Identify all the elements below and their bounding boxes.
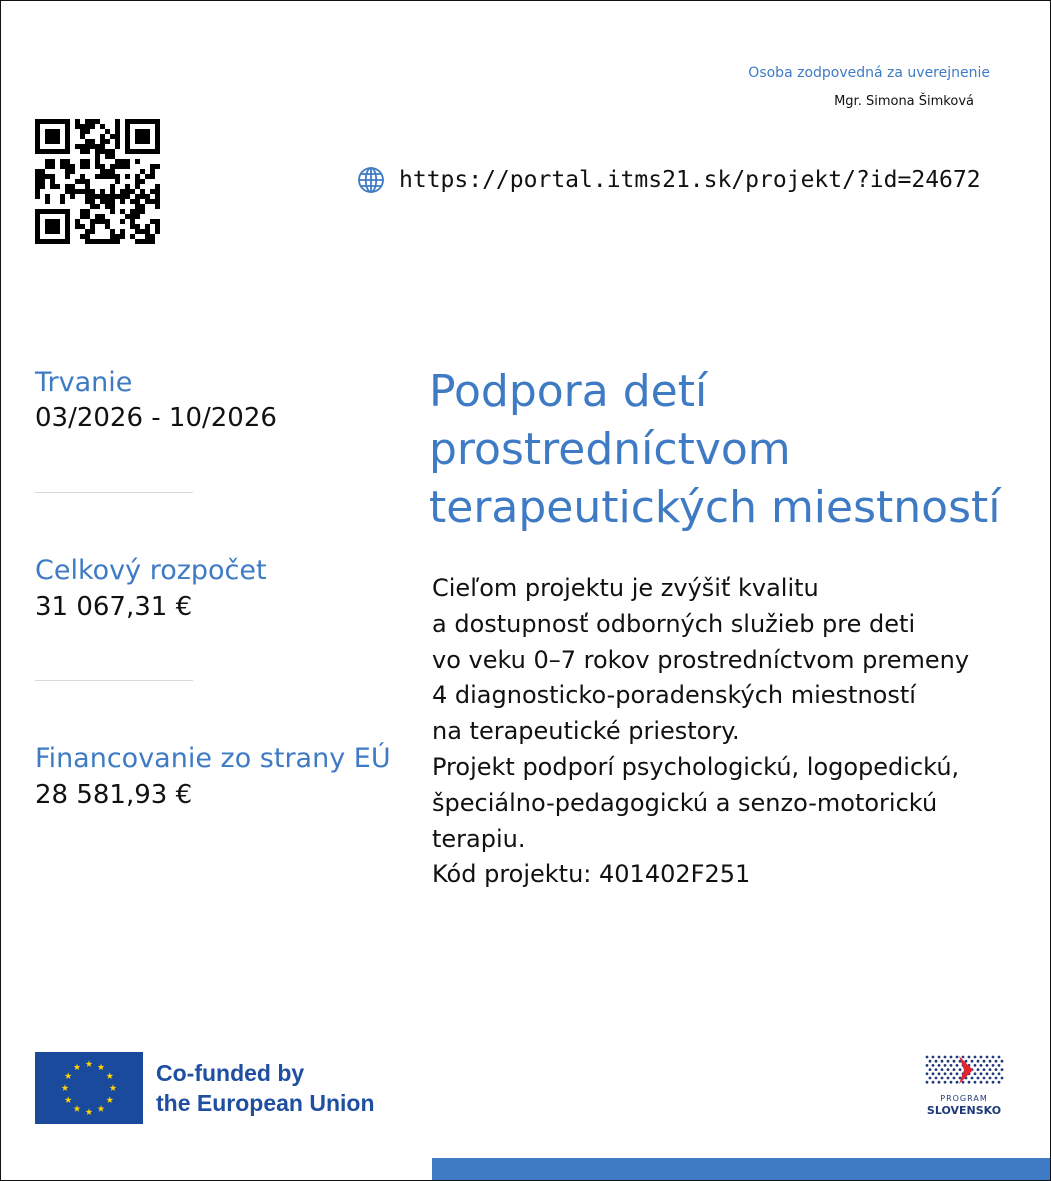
logo-dot <box>980 1056 983 1059</box>
description-line: špeciálno-pedagogickú a senzo-motorickú <box>432 788 938 817</box>
logo-dot <box>926 1081 929 1084</box>
logo-dot <box>947 1060 950 1063</box>
logo-dot <box>998 1072 1001 1075</box>
logo-dot <box>977 1077 980 1080</box>
logo-dot <box>986 1064 989 1067</box>
logo-dot <box>926 1072 929 1075</box>
logo-dot <box>935 1068 938 1071</box>
logo-dot <box>944 1056 947 1059</box>
logo-dot <box>998 1064 1001 1067</box>
logo-dot <box>935 1060 938 1063</box>
eu-funding-value: 28 581,93 € <box>35 780 193 810</box>
logo-dot <box>983 1077 986 1080</box>
logo-dot <box>950 1081 953 1084</box>
logo-dot <box>929 1068 932 1071</box>
logo-dot <box>944 1072 947 1075</box>
logo-dot <box>1001 1060 1004 1063</box>
responsible-person-name: Mgr. Simona Šimková <box>834 94 974 109</box>
logo-dot <box>971 1060 974 1063</box>
eu-flag-icon <box>35 1052 143 1124</box>
logo-dot <box>938 1081 941 1084</box>
eu-cofunded-text <box>156 1058 375 1118</box>
logo-dot <box>944 1081 947 1084</box>
description-line: Cieľom projektu je zvýšiť kvalitu <box>432 574 819 602</box>
logo-dot <box>941 1068 944 1071</box>
logo-dot <box>992 1056 995 1059</box>
logo-dot <box>974 1056 977 1059</box>
logo-dot <box>989 1068 992 1071</box>
logo-dot <box>995 1068 998 1071</box>
logo-dot <box>977 1068 980 1071</box>
eu-cofunded-line: the European Union <box>156 1090 375 1116</box>
logo-dot <box>950 1072 953 1075</box>
logo-dot <box>926 1056 929 1059</box>
logo-dot <box>938 1064 941 1067</box>
logo-dot <box>995 1060 998 1063</box>
logo-dot <box>986 1056 989 1059</box>
logo-dot <box>953 1068 956 1071</box>
logo-dot <box>944 1064 947 1067</box>
eu-cofunded-line: Co-funded by <box>156 1060 305 1086</box>
logo-dot <box>932 1056 935 1059</box>
description-line: terapiu. <box>432 824 526 853</box>
logo-dot <box>1001 1077 1004 1080</box>
description-line: a dostupnosť odborných služieb pre deti <box>432 609 916 638</box>
description-line: na terapeutické priestory. <box>432 717 740 746</box>
description-line: Projekt podporí psychologickú, logopedickú, <box>432 752 960 781</box>
logo-dot <box>962 1056 965 1059</box>
logo-dot <box>986 1072 989 1075</box>
accent-bar <box>432 1158 1051 1181</box>
logo-dot <box>941 1077 944 1080</box>
logo-dot <box>977 1060 980 1063</box>
logo-dot <box>947 1068 950 1071</box>
logo-dot <box>956 1072 959 1075</box>
description-line: 4 diagnosticko-poradenských miestností <box>432 681 916 710</box>
project-description <box>432 571 1032 893</box>
logo-dot <box>947 1077 950 1080</box>
logo-dot <box>968 1081 971 1084</box>
project-url[interactable]: https://portal.itms21.sk/projekt/?id=24672 <box>399 167 981 193</box>
description-line: vo veku 0–7 rokov prostredníctvom premeny <box>432 645 970 674</box>
logo-dot <box>959 1068 962 1071</box>
budget-value: 31 067,31 € <box>35 592 193 622</box>
divider <box>35 680 193 681</box>
program-logo-text: SLOVENSKO <box>926 1104 1002 1117</box>
divider <box>35 492 193 493</box>
logo-dot <box>1001 1068 1004 1071</box>
logo-dot <box>992 1064 995 1067</box>
logo-dot <box>956 1064 959 1067</box>
logo-dot <box>983 1060 986 1063</box>
logo-dot <box>971 1077 974 1080</box>
logo-dot <box>938 1072 941 1075</box>
logo-dot <box>953 1060 956 1063</box>
duration-value: 03/2026 - 10/2026 <box>35 403 277 433</box>
logo-dot <box>986 1081 989 1084</box>
logo-dot <box>992 1081 995 1084</box>
logo-dot <box>932 1072 935 1075</box>
logo-dot <box>974 1081 977 1084</box>
logo-dot <box>962 1081 965 1084</box>
logo-dot <box>935 1077 938 1080</box>
logo-dot <box>980 1064 983 1067</box>
project-url-row[interactable] <box>357 166 981 194</box>
globe-icon <box>357 166 385 194</box>
duration-label: Trvanie <box>35 367 133 398</box>
project-title <box>429 363 1029 537</box>
logo-dot <box>998 1056 1001 1059</box>
logo-dot <box>932 1064 935 1067</box>
logo-dot <box>929 1060 932 1063</box>
logo-dot <box>950 1056 953 1059</box>
logo-dot <box>983 1068 986 1071</box>
logo-dot <box>968 1056 971 1059</box>
logo-dot <box>941 1060 944 1063</box>
logo-dot <box>938 1056 941 1059</box>
logo-dot <box>932 1081 935 1084</box>
eu-funding-label: Financovanie zo strany EÚ <box>35 743 391 774</box>
project-title-line: terapeutických miestností <box>429 482 1001 533</box>
logo-dot <box>974 1064 977 1067</box>
logo-dot <box>980 1072 983 1075</box>
logo-dot <box>956 1081 959 1084</box>
logo-dot <box>980 1081 983 1084</box>
logo-dot <box>989 1077 992 1080</box>
project-title-line: prostredníctvom <box>429 424 791 475</box>
qr-code-icon[interactable] <box>35 119 160 244</box>
logo-dot <box>929 1077 932 1080</box>
logo-dot <box>956 1056 959 1059</box>
logo-dot <box>950 1064 953 1067</box>
budget-label: Celkový rozpočet <box>35 555 267 586</box>
logo-dot <box>998 1081 1001 1084</box>
project-title-line: Podpora detí <box>429 366 708 417</box>
logo-dot <box>989 1060 992 1063</box>
logo-dot <box>995 1077 998 1080</box>
responsible-person-title: Osoba zodpovedná za uverejnenie <box>748 65 990 81</box>
project-code: Kód projektu: 401402F251 <box>432 860 751 889</box>
logo-dot <box>974 1072 977 1075</box>
program-logo-small-text: PROGRAM <box>940 1094 988 1103</box>
logo-dot <box>926 1064 929 1067</box>
logo-dot <box>992 1072 995 1075</box>
logo-dot <box>953 1077 956 1080</box>
